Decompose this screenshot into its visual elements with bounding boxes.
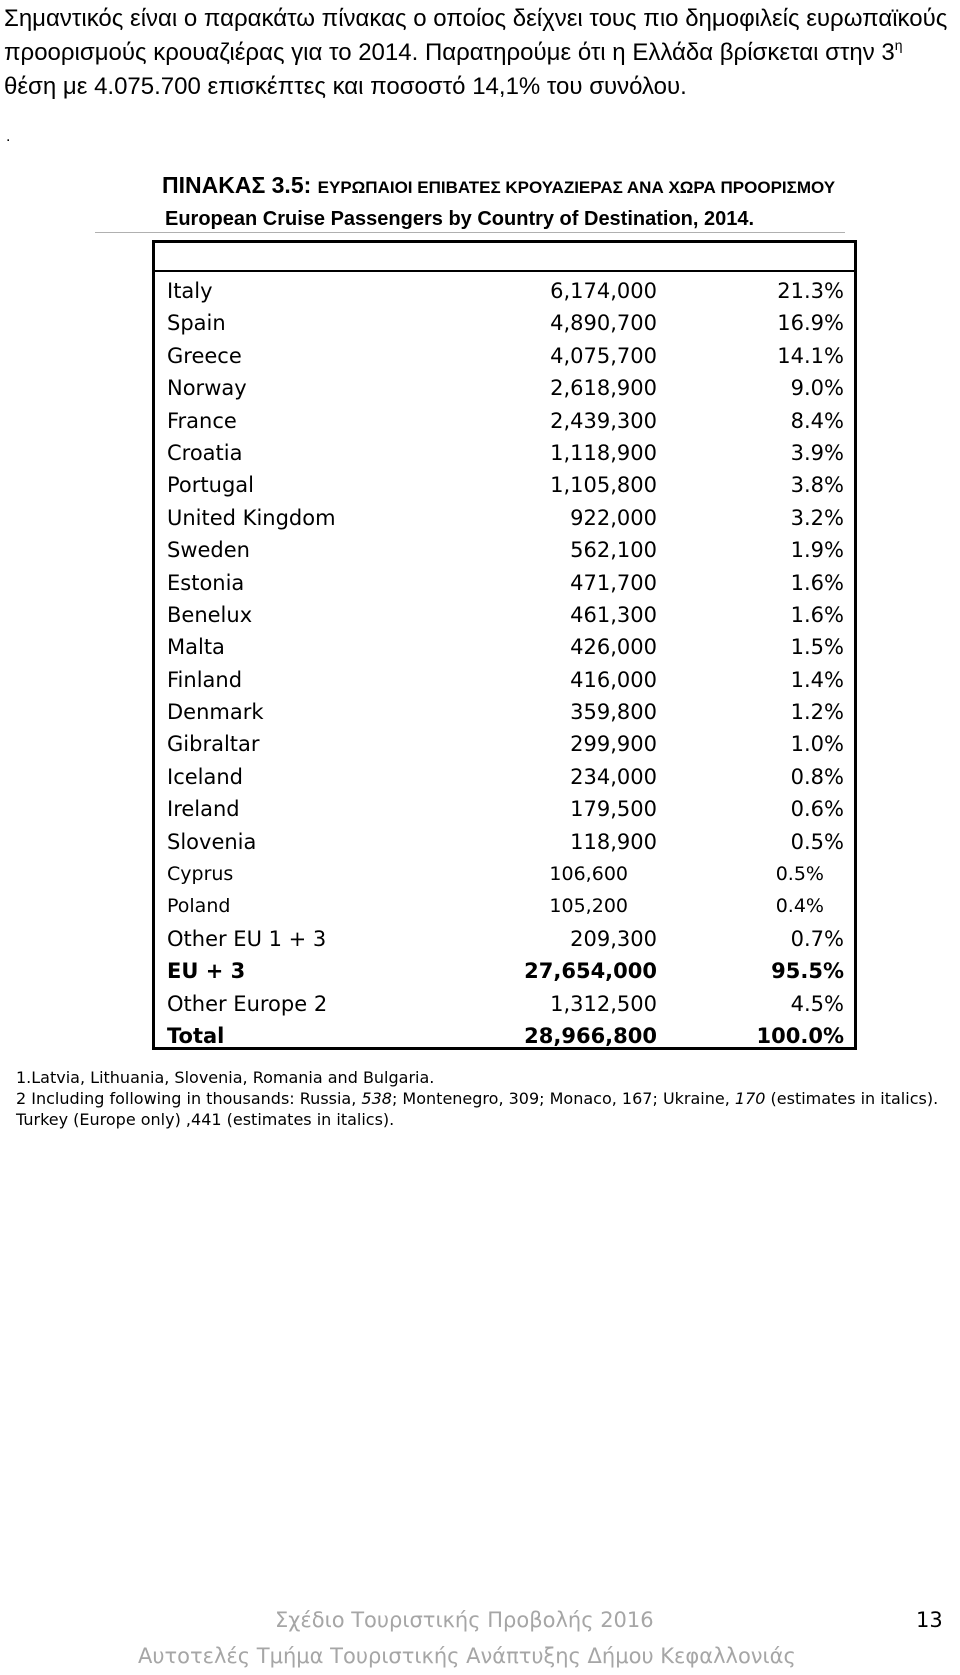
- passengers-cell: 426,000: [570, 635, 657, 660]
- table-row: [155, 599, 854, 631]
- passengers-cell: 1,312,500: [550, 991, 657, 1016]
- country-cell: EU + 3: [167, 959, 246, 984]
- share-cell: 3.2%: [790, 505, 844, 530]
- passengers-cell: 2,439,300: [550, 408, 657, 433]
- share-cell: 0.7%: [790, 926, 844, 951]
- passengers-cell: 471,700: [570, 570, 657, 595]
- country-cell: France: [167, 408, 237, 433]
- table-row: [155, 728, 854, 760]
- table-row: [155, 923, 854, 955]
- passengers-cell: 2,618,900: [550, 376, 657, 401]
- table-row: [155, 437, 854, 469]
- country-cell: Cyprus: [167, 863, 234, 886]
- country-cell: Malta: [167, 635, 225, 660]
- table-row: [155, 469, 854, 501]
- share-cell: 1.4%: [790, 667, 844, 692]
- passengers-cell: 299,900: [570, 732, 657, 757]
- table-title: [162, 172, 835, 199]
- share-cell: 3.9%: [790, 440, 844, 465]
- table-row: [155, 307, 854, 339]
- share-cell: 0.5%: [775, 863, 824, 886]
- share-cell: 14.1%: [777, 343, 844, 368]
- share-cell: 0.4%: [775, 895, 824, 918]
- passengers-cell: 179,500: [570, 797, 657, 822]
- table-row: [155, 534, 854, 566]
- passengers-cell: 359,800: [570, 700, 657, 725]
- table-header-rule: [155, 270, 854, 272]
- passengers-cell: 27,654,000: [524, 959, 657, 984]
- intro-text-2: θέση με 4.075.700 επισκέπτες και ποσοστό 14,1% του συνόλου.: [4, 73, 687, 100]
- passengers-cell: 1,118,900: [550, 440, 657, 465]
- table-row: [155, 567, 854, 599]
- intro-text-1: Σημαντικός είναι ο παρακάτω πίνακας ο οποίος δείχνει τους πιο δημοφιλείς ευρωπαϊκούς προορισμούς κρουαζιέρας για το 2014. Παρατηρούμε ότι η Ελλάδα βρίσκεται στην 3: [4, 5, 948, 66]
- country-cell: Sweden: [167, 538, 250, 563]
- country-cell: Greece: [167, 343, 242, 368]
- passengers-cell: 416,000: [570, 667, 657, 692]
- table-subtitle: European Cruise Passengers by Country of Destination, 2014.: [165, 208, 755, 230]
- country-cell: Finland: [167, 667, 243, 692]
- passengers-cell: 234,000: [570, 764, 657, 789]
- country-cell: Portugal: [167, 473, 254, 498]
- table-row: [155, 405, 854, 437]
- share-cell: 4.5%: [790, 991, 844, 1016]
- country-cell: Estonia: [167, 570, 245, 595]
- share-cell: 21.3%: [777, 279, 844, 303]
- country-cell: Iceland: [167, 764, 244, 789]
- country-cell: Norway: [167, 376, 247, 401]
- country-cell: Denmark: [167, 700, 264, 725]
- table-row: [155, 858, 854, 890]
- page-number: 13: [916, 1608, 943, 1632]
- country-cell: Other Europe 2: [167, 991, 328, 1016]
- table-row: [155, 696, 854, 728]
- share-cell: 1.6%: [790, 570, 844, 595]
- passengers-cell: 6,174,000: [550, 279, 657, 303]
- footnotes: [16, 1067, 956, 1130]
- intro-superscript: η: [894, 37, 903, 53]
- footer-title: Σχέδιο Τουριστικής Προβολής 2016: [275, 1608, 654, 1632]
- country-cell: Poland: [167, 895, 231, 918]
- intro-paragraph: [4, 2, 949, 104]
- table-row: [155, 988, 854, 1020]
- country-cell: Spain: [167, 311, 226, 336]
- table-title-text: ΕΥΡΩΠΑΙΟΙ ΕΠΙΒΑΤΕΣ ΚΡΟΥΑΖΙΕΡΑΣ ΑΝΑ ΧΩΡΑ ΠΡΟΟΡΙΣΜΟΥ: [317, 178, 836, 197]
- table-row: [155, 631, 854, 663]
- subtitle-rule: [95, 232, 845, 233]
- country-cell: Benelux: [167, 602, 253, 627]
- country-cell: Italy: [167, 279, 213, 303]
- share-cell: 0.6%: [790, 797, 844, 822]
- passengers-cell: 28,966,800: [524, 1023, 657, 1048]
- cruise-passengers-table: [152, 240, 857, 1050]
- country-cell: Slovenia: [167, 829, 257, 854]
- footnote-2: [16, 1088, 956, 1130]
- passengers-cell: 118,900: [570, 829, 657, 854]
- table-row: [155, 761, 854, 793]
- table-body: [155, 275, 854, 1052]
- table-row: [155, 826, 854, 858]
- share-cell: 1.6%: [790, 602, 844, 627]
- stray-dot: .: [6, 128, 11, 145]
- passengers-cell: 461,300: [570, 602, 657, 627]
- table-row: [155, 793, 854, 825]
- country-cell: Ireland: [167, 797, 240, 822]
- share-cell: 1.0%: [790, 732, 844, 757]
- share-cell: 95.5%: [771, 959, 844, 984]
- share-cell: 1.2%: [790, 700, 844, 725]
- share-cell: 0.5%: [790, 829, 844, 854]
- country-cell: Total: [167, 1023, 225, 1048]
- share-cell: 0.8%: [790, 764, 844, 789]
- passengers-cell: 4,075,700: [550, 343, 657, 368]
- passengers-cell: 105,200: [549, 895, 628, 918]
- share-cell: 1.9%: [790, 538, 844, 563]
- table-row: [155, 664, 854, 696]
- passengers-cell: 209,300: [570, 926, 657, 951]
- passengers-cell: 922,000: [570, 505, 657, 530]
- share-cell: 1.5%: [790, 635, 844, 660]
- country-cell: United Kingdom: [167, 505, 336, 530]
- footnote-2-russia: 538: [361, 1089, 392, 1108]
- table-row: [155, 372, 854, 404]
- passengers-cell: 562,100: [570, 538, 657, 563]
- share-cell: 3.8%: [790, 473, 844, 498]
- table-row: [155, 890, 854, 922]
- share-cell: 16.9%: [777, 311, 844, 336]
- table-row: [155, 340, 854, 372]
- footnote-1: 1.Latvia, Lithuania, Slovenia, Romania and Bulgaria.: [16, 1068, 435, 1087]
- table-row: [155, 502, 854, 534]
- share-cell: 9.0%: [790, 376, 844, 401]
- table-row: [155, 955, 854, 987]
- passengers-cell: 4,890,700: [550, 311, 657, 336]
- footnote-2-text-c: (estimates in italics). Turkey (Europe only) ,441 (estimates in italics).: [16, 1089, 939, 1129]
- share-cell: 8.4%: [790, 408, 844, 433]
- footnote-2-text-b: ; Montenegro, 309; Monaco, 167; Ukraine,: [391, 1089, 735, 1108]
- country-cell: Other EU 1 + 3: [167, 926, 327, 951]
- passengers-cell: 106,600: [549, 863, 628, 886]
- passengers-cell: 1,105,800: [550, 473, 657, 498]
- table-label: ΠΙΝΑΚΑΣ 3.5:: [162, 172, 312, 198]
- country-cell: Croatia: [167, 440, 243, 465]
- table-row: [155, 1020, 854, 1052]
- footnote-2-ukraine: 170: [734, 1089, 766, 1108]
- footer-subtitle: Αυτοτελές Τμήμα Τουριστικής Ανάπτυξης Δήμου Κεφαλλονιάς: [138, 1644, 796, 1668]
- country-cell: Gibraltar: [167, 732, 260, 757]
- footnote-2-text-a: 2 Including following in thousands: Russia,: [16, 1089, 362, 1108]
- table-row: [155, 275, 854, 307]
- share-cell: 100.0%: [756, 1023, 844, 1048]
